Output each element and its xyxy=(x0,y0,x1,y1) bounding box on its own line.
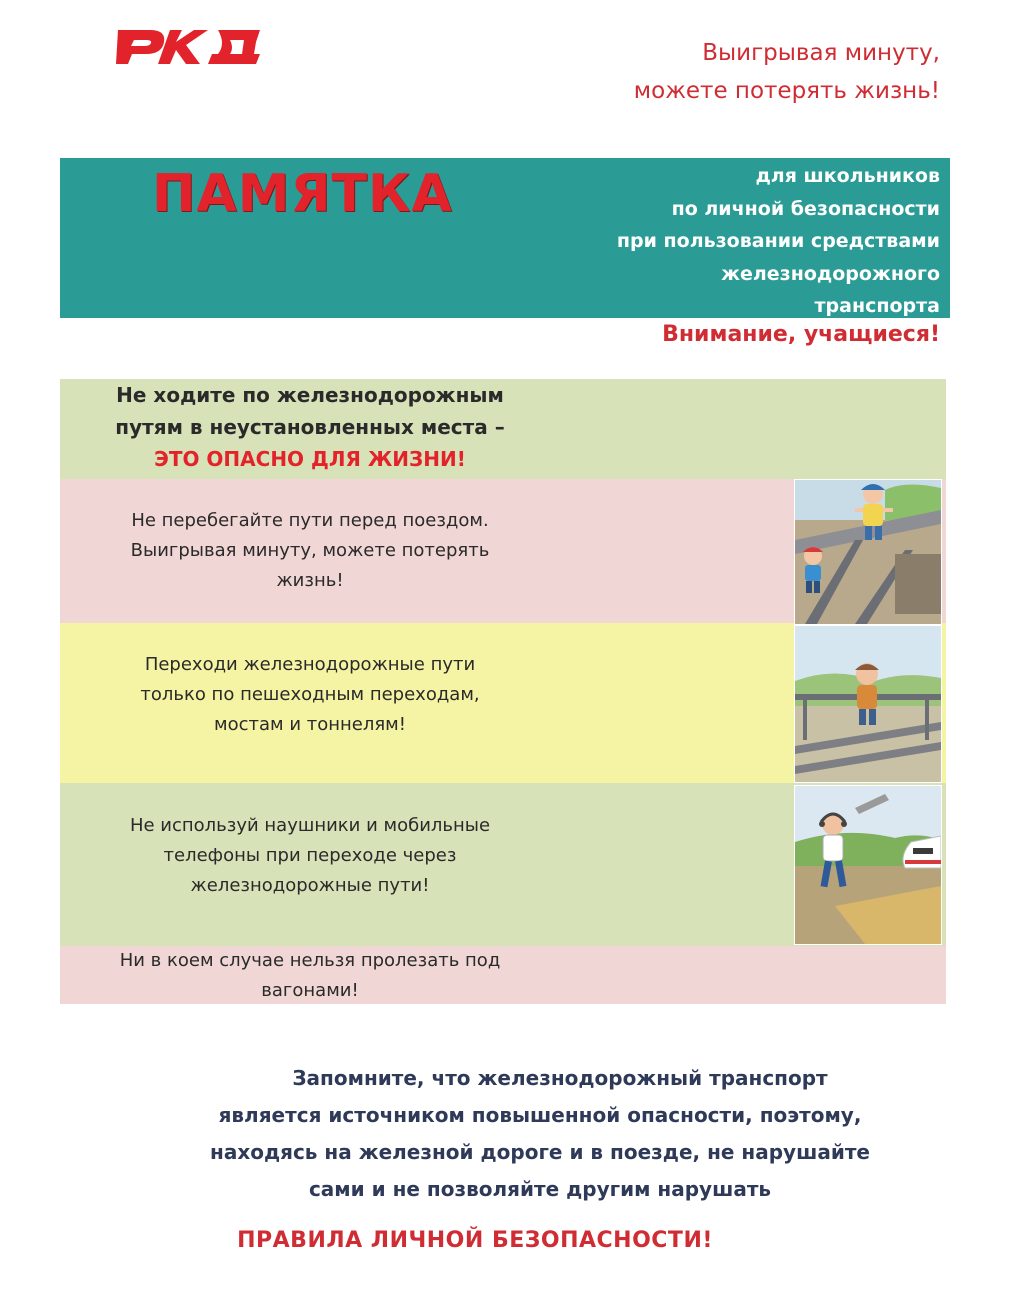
banner-subtitle xyxy=(617,160,940,323)
rule-text xyxy=(60,650,560,740)
rule-line: Не перебегайте пути перед поездом. xyxy=(131,510,489,531)
slogan-line: можете потерять жизнь! xyxy=(633,78,940,104)
rzd-logo xyxy=(110,12,270,72)
rule-line: путям в неустановленных места – xyxy=(115,415,505,439)
page-title: ПАМЯТКА xyxy=(152,164,453,224)
rule-line: Не ходите по железнодорожным xyxy=(116,383,504,407)
rule-line: мостам и тоннелям! xyxy=(214,714,406,735)
rule-text xyxy=(60,379,560,475)
rule-line: Переходи железнодорожные пути xyxy=(144,654,476,675)
rule-text xyxy=(60,506,560,596)
subtitle-line: железнодорожного xyxy=(721,262,940,285)
rule-text xyxy=(60,811,560,901)
footer-line: сами и не позволяйте другим нарушать xyxy=(308,1177,772,1201)
footer-line: находясь на железной дороге и в поезде, не нарушайте xyxy=(210,1140,870,1164)
footer-warning: ПРАВИЛА ЛИЧНОЙ БЕЗОПАСНОСТИ! xyxy=(237,1228,713,1253)
illustration-headphones-near-train xyxy=(794,785,942,945)
attention-heading: Внимание, учащиеся! xyxy=(662,322,940,347)
rule-line: Выигрывая минуту, можете потерять xyxy=(130,540,490,561)
slogan xyxy=(634,34,940,110)
header-banner xyxy=(60,158,950,318)
rule-line: только по пешеходным переходам, xyxy=(140,684,480,705)
rule-line: вагонами! xyxy=(261,980,359,1001)
slogan-line: Выигрывая минуту, xyxy=(702,40,940,66)
rule-line: жизнь! xyxy=(276,570,344,591)
rule-text xyxy=(60,946,560,1006)
subtitle-line: для школьников xyxy=(755,165,940,187)
footer-text xyxy=(150,1060,930,1208)
illustration-kids-running-on-tracks xyxy=(794,479,942,625)
subtitle-line: при пользовании средствами xyxy=(616,230,940,252)
rule-line: железнодорожные пути! xyxy=(190,875,430,896)
rule-band xyxy=(60,946,946,1004)
rule-line: Не используй наушники и мобильные xyxy=(129,815,491,836)
illustration-pedestrian-crossing xyxy=(794,625,942,783)
footer-line: является источником повышенной опасности, поэтому, xyxy=(218,1103,862,1127)
subtitle-line: транспорта xyxy=(814,295,940,317)
rule-line: Ни в коем случае нельзя пролезать под xyxy=(119,950,501,971)
subtitle-line: по личной безопасности xyxy=(671,197,940,220)
footer-line: Запомните, что железнодорожный транспорт xyxy=(292,1066,828,1090)
rule-line: телефоны при переходе через xyxy=(163,845,457,866)
danger-warning: ЭТО ОПАСНО ДЛЯ ЖИЗНИ! xyxy=(154,447,466,471)
rule-band xyxy=(60,379,946,479)
